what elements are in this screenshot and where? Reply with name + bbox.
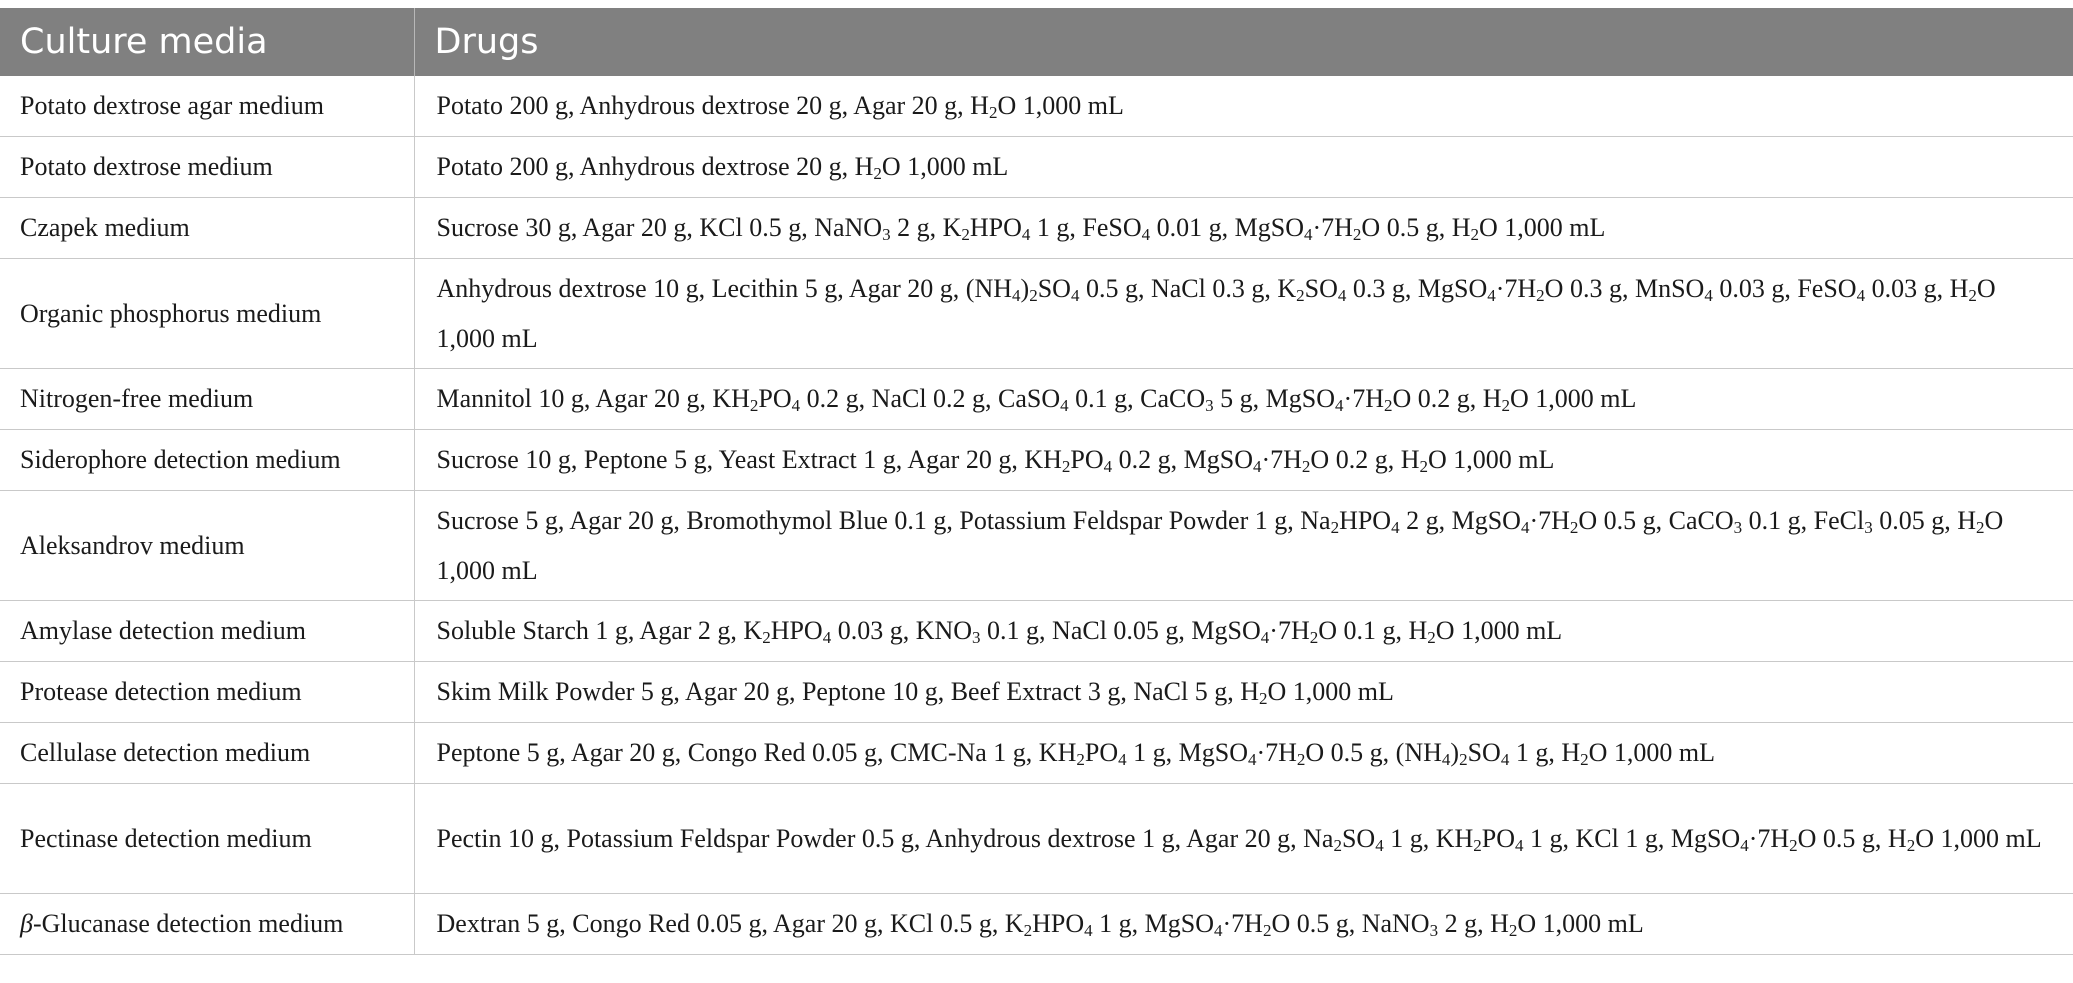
drugs-cell: Sucrose 10 g, Peptone 5 g, Yeast Extract 1 g, Agar 20 g, $KH_2PO_4$ 0.2 g, $MgSO_4\cdot 7H_2O$ 0.2 g, $H_2O$ 1,000 mL [414,430,2073,491]
header-row [0,8,2073,76]
culture-media-cell: Siderophore detection medium [0,430,414,491]
table-row [0,259,2073,369]
culture-media-cell: Nitrogen-free medium [0,369,414,430]
culture-media-table [0,8,2073,955]
drugs-cell: Potato 200 g, Anhydrous dextrose 20 g, $H_2O$ 1,000 mL [414,137,2073,198]
header-culture-media: Culture media [0,8,414,76]
table-row [0,894,2073,955]
table-row [0,491,2073,601]
culture-media-cell: Potato dextrose agar medium [0,76,414,137]
culture-media-cell: Pectinase detection medium [0,784,414,894]
table-row [0,76,2073,137]
drugs-cell: Skim Milk Powder 5 g, Agar 20 g, Peptone 10 g, Beef Extract 3 g, NaCl 5 g, $H_2O$ 1,000 mL [414,662,2073,723]
culture-media-cell: Protease detection medium [0,662,414,723]
table-row [0,369,2073,430]
table-row [0,784,2073,894]
drugs-cell: Anhydrous dextrose 10 g, Lecithin 5 g, Agar 20 g, $(NH_4)_2SO_4$ 0.5 g, NaCl 0.3 g, $K_2SO_4$ 0.3 g, $MgSO_4\cdot 7H_2O$ 0.3 g, MnSO$_4$ 0.03 g, FeSO$_4$ 0.03 g, $H_2O$ 1,000 mL [414,259,2073,369]
table-row [0,137,2073,198]
drugs-cell: Soluble Starch 1 g, Agar 2 g, $K_2HPO_4$ 0.03 g, $KNO_3$ 0.1 g, NaCl 0.05 g, $MgSO_4\cdot 7H_2O$ 0.1 g, $H_2O$ 1,000 mL [414,601,2073,662]
table-body [0,76,2073,955]
culture-media-table-container [0,8,2073,955]
drugs-cell: Mannitol 10 g, Agar 20 g, $KH_2PO_4$ 0.2 g, NaCl 0.2 g, CaSO$_4$ 0.1 g, CaCO$_3$ 5 g, $MgSO_4\cdot 7H_2O$ 0.2 g, $H_2O$ 1,000 mL [414,369,2073,430]
culture-media-cell: Amylase detection medium [0,601,414,662]
culture-media-cell: Czapek medium [0,198,414,259]
table-header [0,8,2073,76]
table-row [0,662,2073,723]
drugs-cell: Peptone 5 g, Agar 20 g, Congo Red 0.05 g, CMC-Na 1 g, $KH_2PO_4$ 1 g, $MgSO_4\cdot 7H_2O$ 0.5 g, $(NH_4)_2SO_4$ 1 g, $H_2O$ 1,000 mL [414,723,2073,784]
table-row [0,198,2073,259]
table-row [0,430,2073,491]
drugs-cell: Dextran 5 g, Congo Red 0.05 g, Agar 20 g, KCl 0.5 g, $K_2HPO_4$ 1 g, $MgSO_4\cdot 7H_2O$ 0.5 g, NaNO$_3$ 2 g, $H_2O$ 1,000 mL [414,894,2073,955]
drugs-cell: Sucrose 5 g, Agar 20 g, Bromothymol Blue 0.1 g, Potassium Feldspar Powder 1 g, $Na_2HPO_4$ 2 g, $MgSO_4\cdot 7H_2O$ 0.5 g, CaCO$_3$ 0.1 g, FeCl$_3$ 0.05 g, $H_2O$ 1,000 mL [414,491,2073,601]
culture-media-cell: Aleksandrov medium [0,491,414,601]
drugs-cell: Sucrose 30 g, Agar 20 g, KCl 0.5 g, NaNO$_3$ 2 g, $K_2HPO_4$ 1 g, FeSO$_4$ 0.01 g, $MgSO_4\cdot 7H_2O$ 0.5 g, $H_2O$ 1,000 mL [414,198,2073,259]
culture-media-cell: β-Glucanase detection medium [0,894,414,955]
table-row [0,723,2073,784]
culture-media-cell: Organic phosphorus medium [0,259,414,369]
table-row [0,601,2073,662]
culture-media-cell: Cellulase detection medium [0,723,414,784]
header-drugs: Drugs [414,8,2073,76]
culture-media-cell: Potato dextrose medium [0,137,414,198]
drugs-cell: Pectin 10 g, Potassium Feldspar Powder 0.5 g, Anhydrous dextrose 1 g, Agar 20 g, $Na_2SO_4$ 1 g, $KH_2PO_4$ 1 g, KCl 1 g, $MgSO_4\cdot 7H_2O$ 0.5 g, $H_2O$ 1,000 mL [414,784,2073,894]
drugs-cell: Potato 200 g, Anhydrous dextrose 20 g, Agar 20 g, $H_2O$ 1,000 mL [414,76,2073,137]
